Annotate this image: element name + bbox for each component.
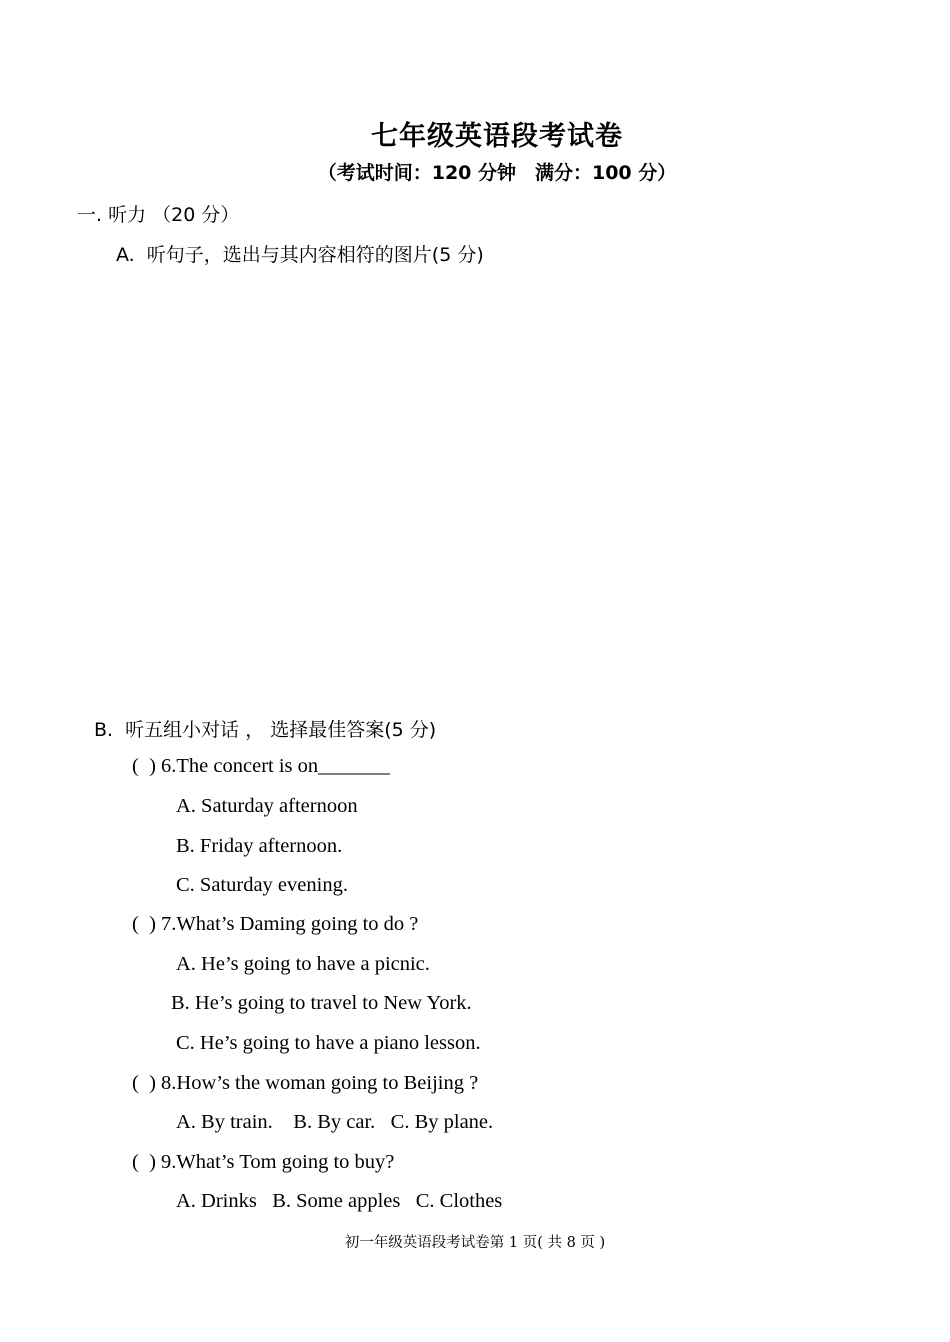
question-6-option-b: B. Friday afternoon. xyxy=(176,835,343,857)
page-footer: 初一年级英语段考试卷第 1 页( 共 8 页 ) xyxy=(344,1235,606,1251)
question-7-option-b: B. He’s going to travel to New York. xyxy=(171,992,472,1014)
part-a-picture-area xyxy=(116,280,876,700)
section-heading-listening: 一. 听力 （20 分） xyxy=(77,204,240,226)
exam-title: 七年级英语段考试卷 xyxy=(371,121,623,152)
question-8-stem: ( ) 8.How’s the woman going to Beijing ? xyxy=(132,1072,479,1094)
question-7-stem: ( ) 7.What’s Daming going to do ? xyxy=(132,913,419,935)
part-b-instruction: B. 听五组小对话 ， 选择最佳答案(5 分) xyxy=(94,719,437,741)
question-6-stem: ( ) 6.The concert is on_______ xyxy=(132,755,390,777)
question-7-option-a: A. He’s going to have a picnic. xyxy=(176,953,430,975)
question-6-option-c: C. Saturday evening. xyxy=(176,874,348,896)
question-9-options: A. Drinks B. Some apples C. Clothes xyxy=(176,1190,503,1212)
question-7-option-c: C. He’s going to have a piano lesson. xyxy=(176,1032,481,1054)
question-6-option-a: A. Saturday afternoon xyxy=(176,795,358,817)
question-9-stem: ( ) 9.What’s Tom going to buy? xyxy=(132,1151,395,1173)
part-a-instruction: A. 听句子，选出与其内容相符的图片(5 分) xyxy=(116,244,484,266)
question-8-options: A. By train. B. By car. C. By plane. xyxy=(176,1111,494,1133)
exam-subtitle: （考试时间：120 分钟 满分：100 分） xyxy=(317,162,677,184)
